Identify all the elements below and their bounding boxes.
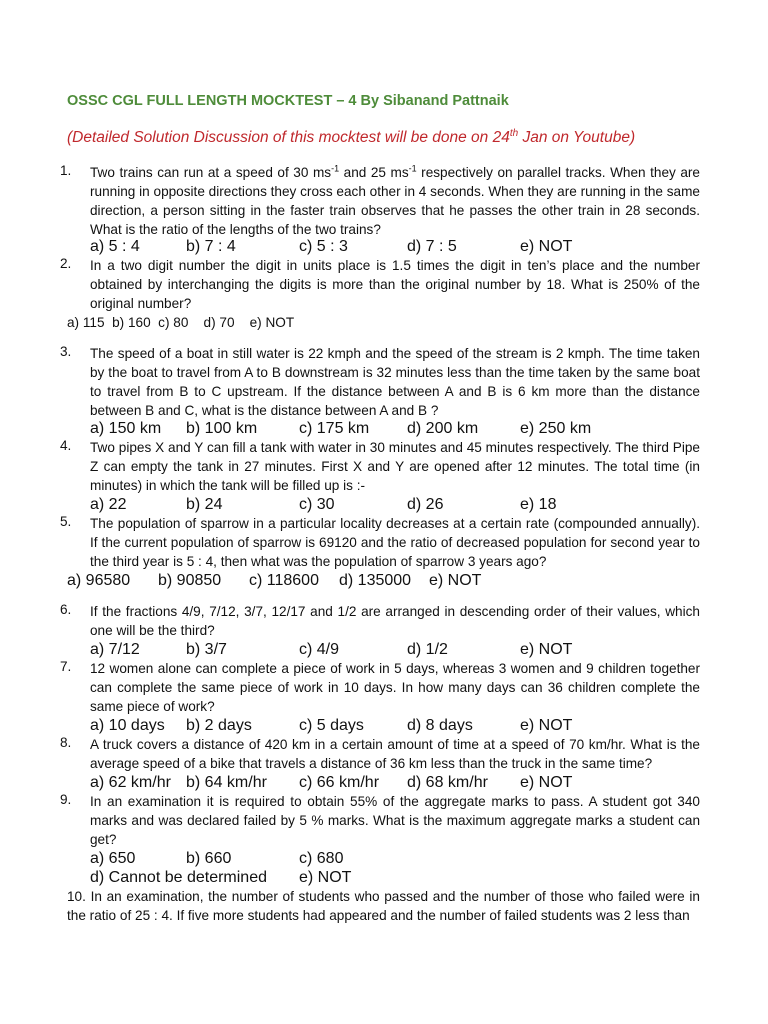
option-c: c) 66 km/hr: [299, 774, 380, 791]
option-e: e) NOT: [429, 572, 482, 589]
answer-options: [0, 849, 768, 868]
option-b: b) 660: [186, 850, 232, 867]
option-e: e) NOT: [520, 641, 573, 658]
question-text: If the fractions 4/9, 7/12, 3/7, 12/17 and 1/2 are arranged in descending order of their values, which one will be the third?: [90, 604, 700, 638]
option-b: b) 3/7: [186, 641, 227, 658]
question-text: The speed of a boat in still water is 22 kmph and the speed of the stream is 2 kmph. The time taken by the boat to travel from A to B downstream is 32 minutes less than the time taken by the same boat to travel from B to C upstream. If the distance between A and B is 6 km more than the distance between B and C, what is the distance between A and B ?: [90, 346, 700, 418]
option-a: a) 5 : 4: [90, 238, 140, 255]
option-c: c) 118600: [249, 572, 319, 589]
option-e: e) 250 km: [520, 420, 592, 437]
question-number: 5.: [60, 514, 72, 529]
answer-options: [0, 313, 768, 332]
option-b: b) 90850: [158, 572, 222, 589]
option-d: d) Cannot be determined: [90, 869, 267, 886]
page-title: OSSC CGL FULL LENGTH MOCKTEST – 4 By Sibanand Pattnaik: [67, 93, 509, 109]
option-a: a) 96580: [67, 572, 131, 589]
option-d: d) 8 days: [407, 717, 473, 734]
option-d: d) 26: [407, 496, 444, 513]
question-text: Two pipes X and Y can fill a tank with water in 30 minutes and 45 minutes respectively. The third Pipe Z can empty the tank in 27 minutes. First X and Y are opened after 12 minutes. The total time (in minutes) in which the tank will be filled up is :-: [90, 440, 700, 493]
question-number: 7.: [60, 659, 72, 674]
option-b: b) 7 : 4: [186, 238, 236, 255]
answer-options: [0, 773, 768, 792]
option-c: c) 5 days: [299, 717, 364, 734]
page-subtitle: (Detailed Solution Discussion of this mocktest will be done on 24th Jan on Youtube): [67, 128, 636, 147]
option-e: e) NOT: [520, 774, 573, 791]
option-b: b) 2 days: [186, 717, 252, 734]
answer-options: [0, 640, 768, 659]
option-d: d) 200 km: [407, 420, 479, 437]
question-text: A truck covers a distance of 420 km in a certain amount of time at a speed of 70 km/hr. What is the average speed of a bike that travels a distance of 36 km less than the truck in the same time?: [90, 737, 700, 771]
answer-options: [0, 419, 768, 438]
question-10: 10. In an examination, the number of students who passed and the number of those who failed were in the ratio of 25 : 4. If five more students had appeared and the number of failed students was 2 less than: [67, 889, 700, 923]
question-number: 1.: [60, 163, 72, 178]
options-line: a) 115 b) 160 c) 80 d) 70 e) NOT: [67, 315, 295, 330]
answer-options: [0, 571, 768, 590]
answer-options: [0, 495, 768, 514]
option-e: e) 18: [520, 496, 557, 513]
question-text: In an examination it is required to obtain 55% of the aggregate marks to pass. A student got 340 marks and was declared failed by 5 % marks. What is the maximum aggregate marks a student can get?: [90, 794, 700, 847]
question-number: 9.: [60, 792, 72, 807]
option-c: c) 30: [299, 496, 335, 513]
option-c: c) 175 km: [299, 420, 370, 437]
option-b: b) 64 km/hr: [186, 774, 267, 791]
option-e: e) NOT: [520, 238, 573, 255]
question-text: The population of sparrow in a particular locality decreases at a certain rate (compounded annually). If the current population of sparrow is 69120 and the ratio of decreased population for second year to the third year is 5 : 4, then what was the population of sparrow 3 years ago?: [90, 516, 700, 569]
option-c: c) 680: [299, 850, 344, 867]
question-number: 8.: [60, 735, 72, 750]
question-text: 12 women alone can complete a piece of work in 5 days, whereas 3 women and 9 children together can complete the same piece of work in 10 days. In how many days can 36 children complete the same piece of work?: [90, 661, 700, 714]
option-a: a) 650: [90, 850, 136, 867]
question-number: 2.: [60, 256, 72, 271]
question-number: 3.: [60, 344, 72, 359]
option-b: b) 100 km: [186, 420, 258, 437]
option-a: a) 62 km/hr: [90, 774, 171, 791]
question-number: 6.: [60, 602, 72, 617]
answer-options: [0, 237, 768, 256]
question-text: Two trains can run at a speed of 30 $ms^{-1}$ and 25 $ms^{-1}$ respectively on parallel tracks. When they are running in opposite directions they cross each other in 4 seconds. When they are running in the same direction, a person sitting in the faster train observes that he passes the other train in 28 seconds. What is the ratio of the lengths of the two trains?: [90, 163, 700, 237]
option-b: b) 24: [186, 496, 223, 513]
option-c: c) 4/9: [299, 641, 340, 658]
option-a: a) 150 km: [90, 420, 162, 437]
answer-options: [0, 868, 768, 887]
option-a: a) 7/12: [90, 641, 140, 658]
option-d: d) 1/2: [407, 641, 448, 658]
option-d: d) 135000: [339, 572, 412, 589]
answer-options: [0, 716, 768, 735]
option-e: e) NOT: [520, 717, 573, 734]
option-e: e) NOT: [299, 869, 352, 886]
question-text: In a two digit number the digit in units place is 1.5 times the digit in ten’s place and the number obtained by interchanging the digits is more than the original number by 18. What is 250% of the original number?: [90, 258, 700, 311]
option-a: a) 10 days: [90, 717, 165, 734]
option-d: d) 7 : 5: [407, 238, 457, 255]
option-a: a) 22: [90, 496, 127, 513]
option-c: c) 5 : 3: [299, 238, 348, 255]
question-number: 4.: [60, 438, 72, 453]
option-d: d) 68 km/hr: [407, 774, 488, 791]
